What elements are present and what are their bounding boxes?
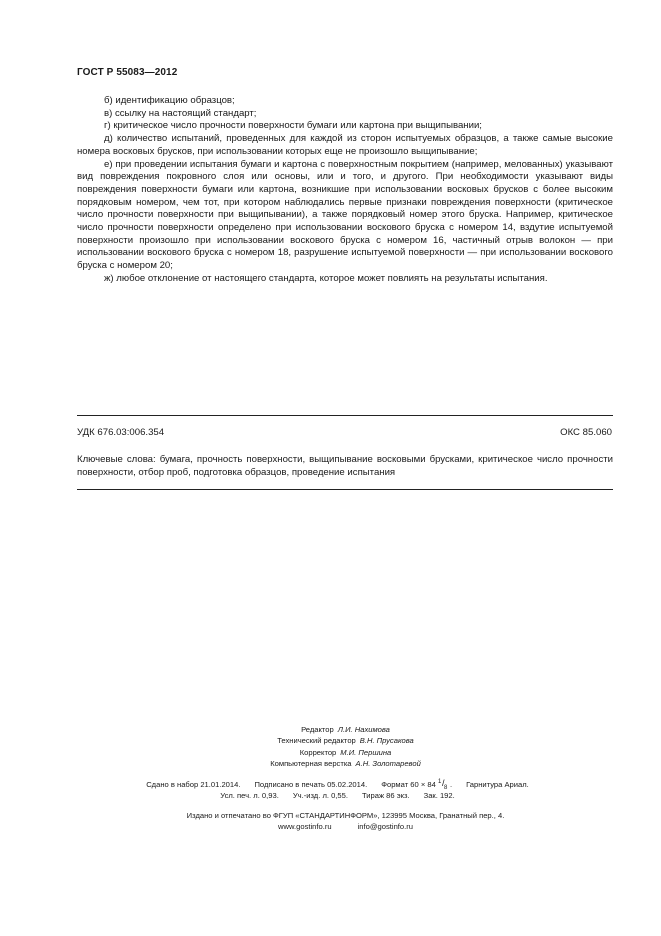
format-fraction: 1 / 8 <box>437 778 448 792</box>
publisher-line: Издано и отпечатано во ФГУП «СТАНДАРТИНФОРМ», 123995 Москва, Гранатный пер., 4. <box>186 810 505 820</box>
print-details-line-1: Сдано в набор 21.01.2014. Подписано в печать 05.02.2014. Формат 60 × 84 1 / 8 . Гарнитура Ариал. <box>146 778 529 792</box>
website-link[interactable]: www.gostinfo.ru <box>277 822 332 832</box>
staff-row: Корректор М.И. Першина <box>299 747 392 757</box>
list-item: г) критическое число прочности поверхности бумаги или картона при выщипывании; <box>104 120 482 132</box>
staff-list <box>30 724 661 769</box>
email-link[interactable]: info@gostinfo.ru <box>357 822 414 832</box>
oks-code: ОКС 85.060 <box>560 427 612 438</box>
list-item: б) идентификацию образцов; <box>104 95 235 106</box>
divider-top <box>77 415 613 416</box>
list-item: е) при проведении испытания бумаги и картона с поверхностным покрытием (например, мелованных) указывают вид повреждения покровного слоя или основы, или и того, и другого. При необходимости указывают виды повреждения поверхности бумаги или картона, возникшие при использовании восковых брусков с более высоким порядковым номером, чем тот, при котором наблюдались первые признаки повреждения поверхности (критическое число прочности поверхности при выщипывании), а также порядковый номер этого бруска. Например, критическое число прочности поверхности определено при использовании воскового бруска с номером 14, вздутие испытуемой поверхности произошло при использовании воскового бруска с номером 16, частичный отрыв волокон — при использовании воскового бруска с номером 18, разрушение испытуемой поверхности — при использовании воскового бруска с номером 20; <box>77 158 613 272</box>
staff-row: Компьютерная верстка А.Н. Золотаревой <box>270 758 421 768</box>
publisher-info <box>30 810 661 833</box>
staff-row: Технический редактор В.Н. Прусакова <box>277 736 414 746</box>
imprint-block <box>0 724 661 832</box>
list-item: в) ссылку на настоящий стандарт; <box>104 107 257 119</box>
keywords: Ключевые слова: бумага, прочность поверхности, выщипывание восковыми брусками, критическое число прочности поверхности, отбор проб, подготовка образцов, проведение испытания <box>77 454 613 478</box>
standard-code-header: ГОСТ Р 55083—2012 <box>77 67 178 78</box>
list-item: ж) любое отклонение от настоящего стандарта, которое может повлиять на результаты испытания. <box>104 272 548 284</box>
print-details-line-2: Усл. печ. л. 0,93. Уч.-изд. л. 0,55. Тираж 86 экз. Зак. 192. <box>220 791 455 801</box>
divider-bottom <box>77 489 613 490</box>
staff-row: Редактор Л.И. Нахимова <box>301 725 390 734</box>
udk-code: УДК 676.03:006.354 <box>77 427 165 438</box>
print-details <box>14 779 661 802</box>
list-item: д) количество испытаний, проведенных для каждой из сторон испытуемых образцов, а также самые высокие номера восковых брусков, при использовании которых еще не произошло выщипывание; <box>77 133 613 157</box>
report-requirements-list <box>77 95 613 286</box>
publisher-contacts <box>30 821 661 832</box>
